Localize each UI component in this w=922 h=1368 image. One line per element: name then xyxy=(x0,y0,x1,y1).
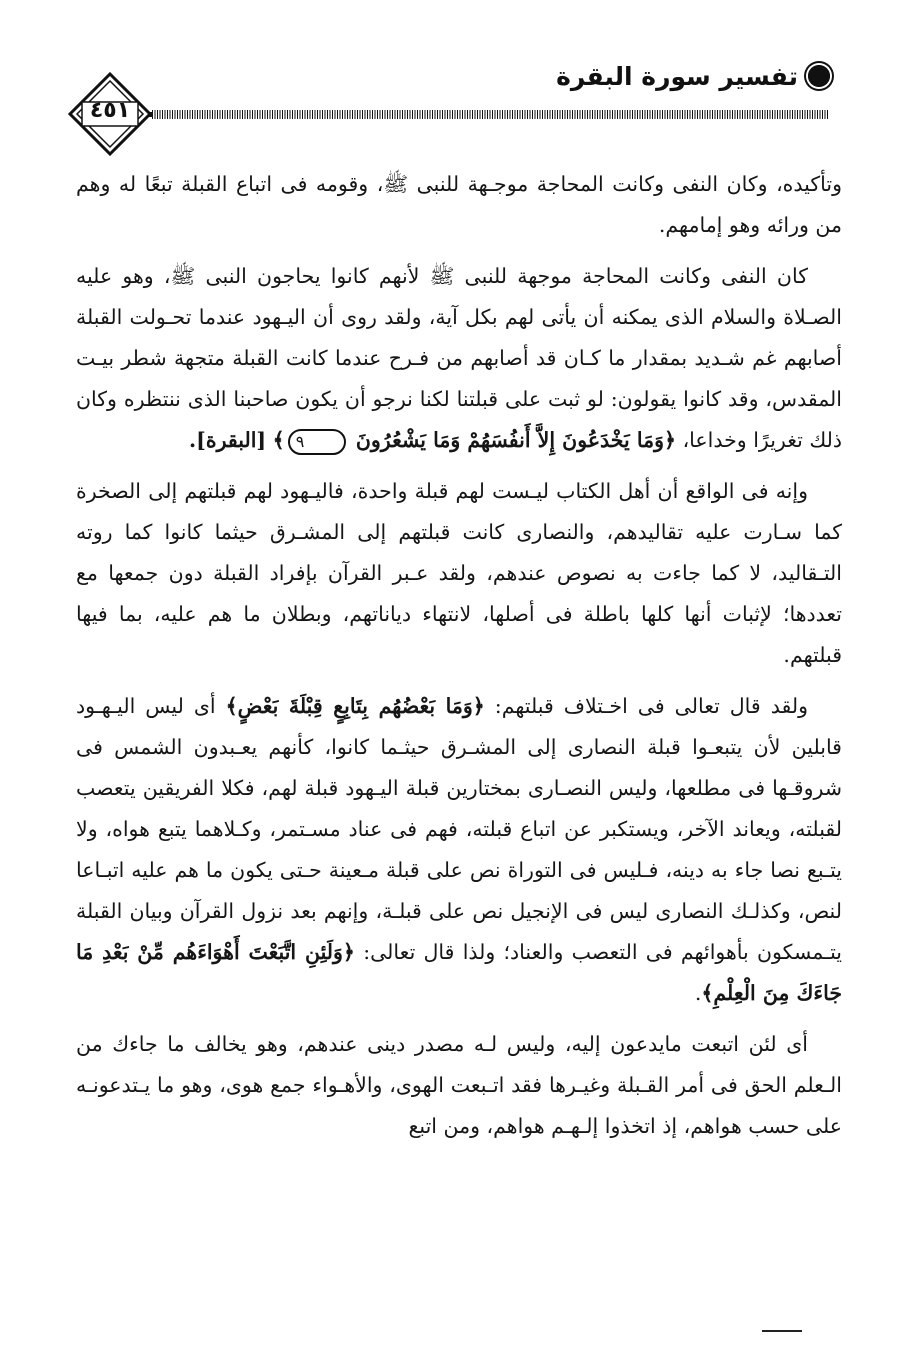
paragraph-4-end: . xyxy=(694,981,702,1005)
page-number-badge xyxy=(68,72,152,156)
quran-verse: ﴿وَلَئِنِ اتَّبَعْتَ أَهْوَاءَهُم مِّنْ بَعْدِ مَا جَاءَكَ مِنَ الْعِلْمِ﴾ xyxy=(76,940,842,1005)
paragraph-1-line-1: وتأكيده، وكان النفى وكانت المحاجة موجـهة للنبى ﷺ، وقومه فى اتباع القبلة تبعًا xyxy=(144,172,842,196)
surah-reference: [البقرة]. xyxy=(189,428,267,452)
footer-catchword-mark xyxy=(762,1330,802,1332)
paragraph-2 xyxy=(76,256,842,461)
paragraph-3 xyxy=(76,471,842,676)
quote-open-bracket: ﴿ xyxy=(664,428,677,452)
paragraph-4-text: أى ليس اليـهـود قابلين لأن يتبعـوا قبلة النصارى إلى المشـرق حيثـما كانوا، كأنهم يعـبدون الشمس فى شروقـها فى مطلعها، وليس النصـارى بمختارين قبلة اليـهود قبلة لهم، فكلا الفريقين يتعصب لقبلته، ويعاند الآخر، ويستكبر عن اتباع قبلته، فهم فى عناد مسـتمر، وكـلاهما يتبع هواه، ولا يتـبع نصا جاء به دينه، فـليس فى التوراة نص على قبلة مـعينة حـتى يكون ما هم عليه اتبـاعا لنص، وكذلـك النصارى ليس فى الإنجيل نص على قبلـة، وإنهم بعد نزول القرآن وبيان القبلة يتـمسكون بأهوائهم فى التعصب والعناد؛ ولذا قال تعالى: xyxy=(76,694,842,964)
header-rule xyxy=(152,110,828,119)
book-title: تفسير سورة البقرة xyxy=(556,61,798,91)
quote-close-bracket: ﴾ xyxy=(272,428,285,452)
paragraph-1 xyxy=(76,164,842,246)
running-title xyxy=(556,56,830,96)
main-text xyxy=(76,164,842,1157)
paragraph-5-text: أى لئن اتبعت مايدعون إليه، وليس لـه مصدر دينى عندهم، وهو يخالف ما جاءك من الـعلم الحق فى أمر القـبلة وغيـرها فقد اتـبعت الهوى، والأهـواء جمع هوى، وهو ما يـتدعونـه على حسب هواهم، إذ اتخذوا إلـهـم هواهم، ومن اتبع xyxy=(76,1032,842,1138)
paragraph-1-line-2: له وهم من ورائه وهو إمامهم. xyxy=(76,172,842,237)
paragraph-3-text: وإنه فى الواقع أن أهل الكتاب ليـست لهم قبلة واحدة، فاليـهود لهم قبلتهم إلى الصخرة كما سـارت عليه تقاليدهم، والنصارى كانت قبلتهم إلى المشـرق حيثما كانوا كما روته التـقاليد، لا كما جاءت به نصوص عندهم، ولقد عـبر القرآن بإفراد القبلة دون جمعها مع تعددها؛ لإثبات أنها كلها باطلة فى أصلها، لانتهاء دياناتهم، وبطلان ما هم عليه، بما فيها قبلتهم. xyxy=(76,479,842,667)
verse-number-badge: ٩ xyxy=(288,429,347,455)
quran-verse: ﴿وَمَا بَعْضُهُم بِتَابِعٍ قِبْلَةَ بَعْضٍ﴾ xyxy=(225,694,485,718)
page-number: ٤٥١ xyxy=(89,98,131,123)
title-ornament-icon xyxy=(808,65,830,87)
page-header xyxy=(0,0,922,170)
paragraph-5 xyxy=(76,1024,842,1147)
paragraph-4-intro: ولقد قال تعالى فى اخـتلاف قبلتهم: xyxy=(494,694,808,718)
paragraph-4 xyxy=(76,686,842,1014)
paragraph-2-text: كان النفى وكانت المحاجة موجهة للنبى ﷺ لأنهم كانوا يحاجون النبى ﷺ، وهو عليه الصـلاة والسلام الذى يمكنه أن يأتى لهم بكل آية، ولقد روى أن اليـهود عندما تحـولت القبلة أصابهم غم شـديد بمقدار ما كـان قد أصابهم من فـرح عندما كانت القبلة متجهة شطر بيـت المقدس، وقد كانوا يقولون: لو ثبت على قبلتنا لكنا نرجو أن يكون صاحبنا الذى ننتظره وكان ذلك تغريرًا وخداعا، xyxy=(76,264,842,452)
quran-verse: وَمَا يَخْدَعُونَ إِلاَّ أَنفُسَهُمْ وَمَا يَشْعُرُونَ xyxy=(355,428,665,452)
